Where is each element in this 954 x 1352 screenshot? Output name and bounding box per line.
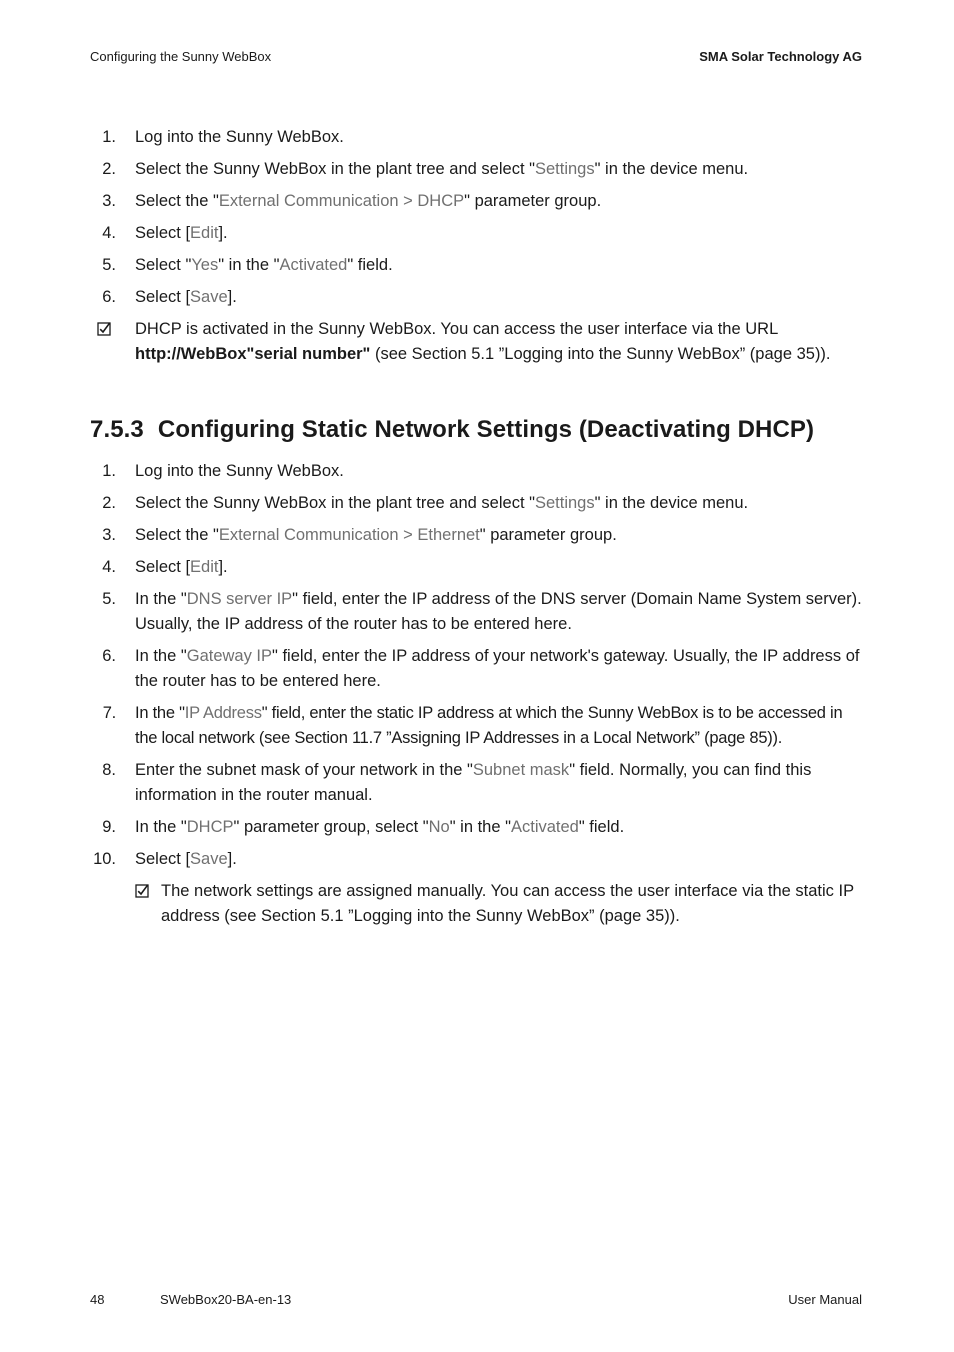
page-number: 48	[90, 1292, 105, 1307]
parameter-name: Edit	[190, 224, 219, 242]
list-item: 4. Select [Edit].	[102, 224, 228, 242]
parameter-name: DNS server IP	[186, 590, 293, 608]
list-item: 7. In the "IP Address" field, enter the static IP address at which the Sunny WebBox is to be accessed in the local network (see Section 11.7 ”Assigning IP Addresses in a Local Network” (page 85)).	[102, 704, 843, 747]
parameter-name: Settings	[534, 160, 595, 178]
parameter-name: Edit	[190, 558, 219, 576]
list-item: 1. Log into the Sunny WebBox.	[102, 128, 344, 146]
parameter-name: IP Address	[184, 704, 262, 722]
result-item: The network settings are assigned manually. You can access the user interface via the static IP address (see Section 5.1 ”Logging into the Sunny WebBox” (page 35)).	[90, 879, 862, 929]
section-heading: Configuring Static Network Settings (Deactivating DHCP)	[157, 416, 815, 443]
check-box-icon	[97, 322, 111, 336]
document-id: SWebBox20-BA-en-13	[160, 1292, 292, 1307]
list-item: 4. Select [Edit].	[102, 558, 228, 576]
list-item: 3. Select the "External Communication > Ethernet" parameter group.	[102, 526, 617, 544]
parameter-name: No	[428, 818, 450, 836]
header-company: SMA Solar Technology AG	[699, 49, 862, 64]
static-network-steps	[90, 459, 862, 936]
parameter-name: Subnet mask	[472, 761, 570, 779]
list-item: 2. Select the Sunny WebBox in the plant tree and select "Settings" in the device menu.	[102, 160, 749, 178]
parameter-name: External Communication > Ethernet	[218, 526, 480, 544]
parameter-name: Settings	[534, 494, 595, 512]
webbox-url: http://WebBox"serial number"	[135, 345, 371, 363]
parameter-name: Activated	[510, 818, 579, 836]
parameter-name: Save	[190, 288, 228, 306]
list-item: 9. In the "DHCP" parameter group, select "No" in the "Activated" field.	[102, 818, 625, 836]
parameter-name: DHCP	[186, 818, 234, 836]
parameter-name: Save	[190, 850, 228, 868]
section-title	[90, 416, 814, 444]
page-header	[90, 49, 862, 69]
parameter-name: Gateway IP	[186, 647, 273, 665]
list-item: 2. Select the Sunny WebBox in the plant tree and select "Settings" in the device menu.	[102, 494, 749, 512]
page-footer	[90, 1292, 862, 1312]
parameter-name: Yes	[191, 256, 219, 274]
list-item: 6. Select [Save].	[102, 288, 237, 306]
list-item: 5. Select "Yes" in the "Activated" field.	[102, 256, 393, 274]
list-item: 3. Select the "External Communication > DHCP" parameter group.	[102, 192, 602, 210]
parameter-name: Activated	[279, 256, 348, 274]
list-item: 6. In the "Gateway IP" field, enter the IP address of your network's gateway. Usually, the IP address of the router has to be entered here.	[102, 647, 860, 690]
document-type: User Manual	[788, 1292, 862, 1307]
section-number: 7.5.3	[90, 416, 144, 443]
check-box-icon	[135, 884, 149, 898]
parameter-name: External Communication > DHCP	[218, 192, 465, 210]
header-chapter: Configuring the Sunny WebBox	[90, 49, 272, 64]
list-item: 8. Enter the subnet mask of your network in the "Subnet mask" field. Normally, you can find this information in the router manual.	[102, 761, 812, 804]
list-item: 1. Log into the Sunny WebBox.	[102, 462, 344, 480]
result-item: DHCP is activated in the Sunny WebBox. You can access the user interface via the URL http://WebBox"serial number" (see Section 5.1 ”Logging into the Sunny WebBox” (page 35)).	[90, 317, 862, 367]
dhcp-activation-steps	[90, 125, 862, 374]
list-item: 10. Select [Save].	[93, 850, 237, 868]
list-item: 5. In the "DNS server IP" field, enter the IP address of the DNS server (Domain Name System server). Usually, the IP address of the router has to be entered here.	[102, 590, 862, 633]
